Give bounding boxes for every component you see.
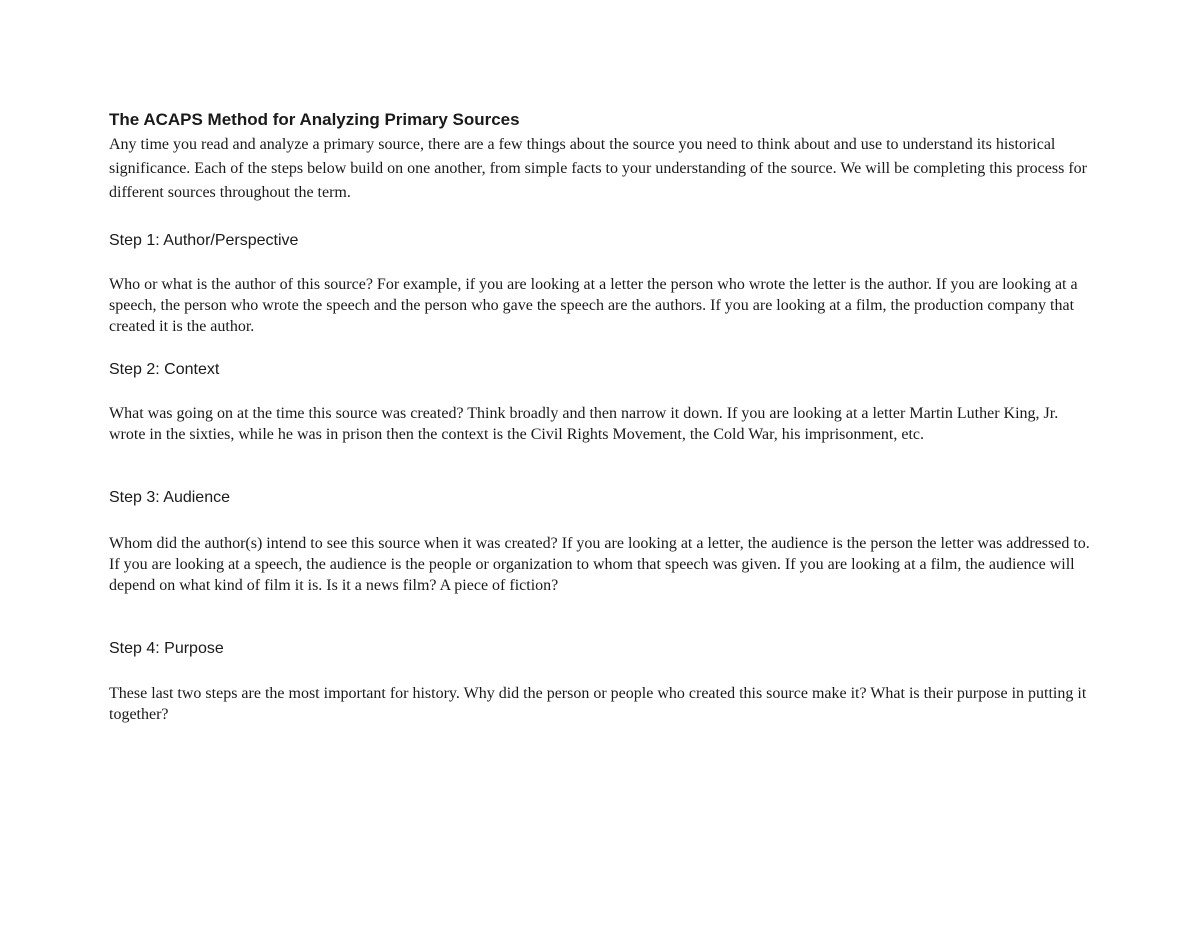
step-2-heading: Step 2: Context [109, 361, 220, 378]
step-3-heading: Step 3: Audience [109, 489, 230, 506]
step-4-heading: Step 4: Purpose [109, 640, 224, 657]
intro-paragraph: Any time you read and analyze a primary source, there are a few things about the source you need to think about and use to understand its historical significance. Each of the steps below build on one another, from simple facts to your understanding of the source. We will be completing this process for different sources throughout the term. [109, 136, 1087, 201]
step-3-body: Whom did the author(s) intend to see this source when it was created? If you are looking at a letter, the audience is the person the letter was addressed to. If you are looking at a speech, the audience is the people or organization to whom that speech was given. If you are looking at a film, the audience will depend on what kind of film it is. Is it a news film? A piece of fiction? [109, 535, 1090, 594]
step-1-body: Who or what is the author of this source? For example, if you are looking at a letter the person who wrote the letter is the author. If you are looking at a speech, the person who wrote the speech and the person who gave the speech are the authors. If you are looking at a film, the production company that created it is the author. [109, 276, 1078, 335]
step-4-body: These last two steps are the most important for history. Why did the person or people who created this source make it? What is their purpose in putting it together? [109, 685, 1087, 723]
document-title: The ACAPS Method for Analyzing Primary Sources [109, 110, 520, 129]
document-content [109, 109, 1094, 725]
step-2-body: What was going on at the time this source was created? Think broadly and then narrow it down. If you are looking at a letter Martin Luther King, Jr. wrote in the sixties, while he was in prison then the context is the Civil Rights Movement, the Cold War, his imprisonment, etc. [109, 405, 1059, 443]
step-1-heading: Step 1: Author/Perspective [109, 232, 299, 249]
